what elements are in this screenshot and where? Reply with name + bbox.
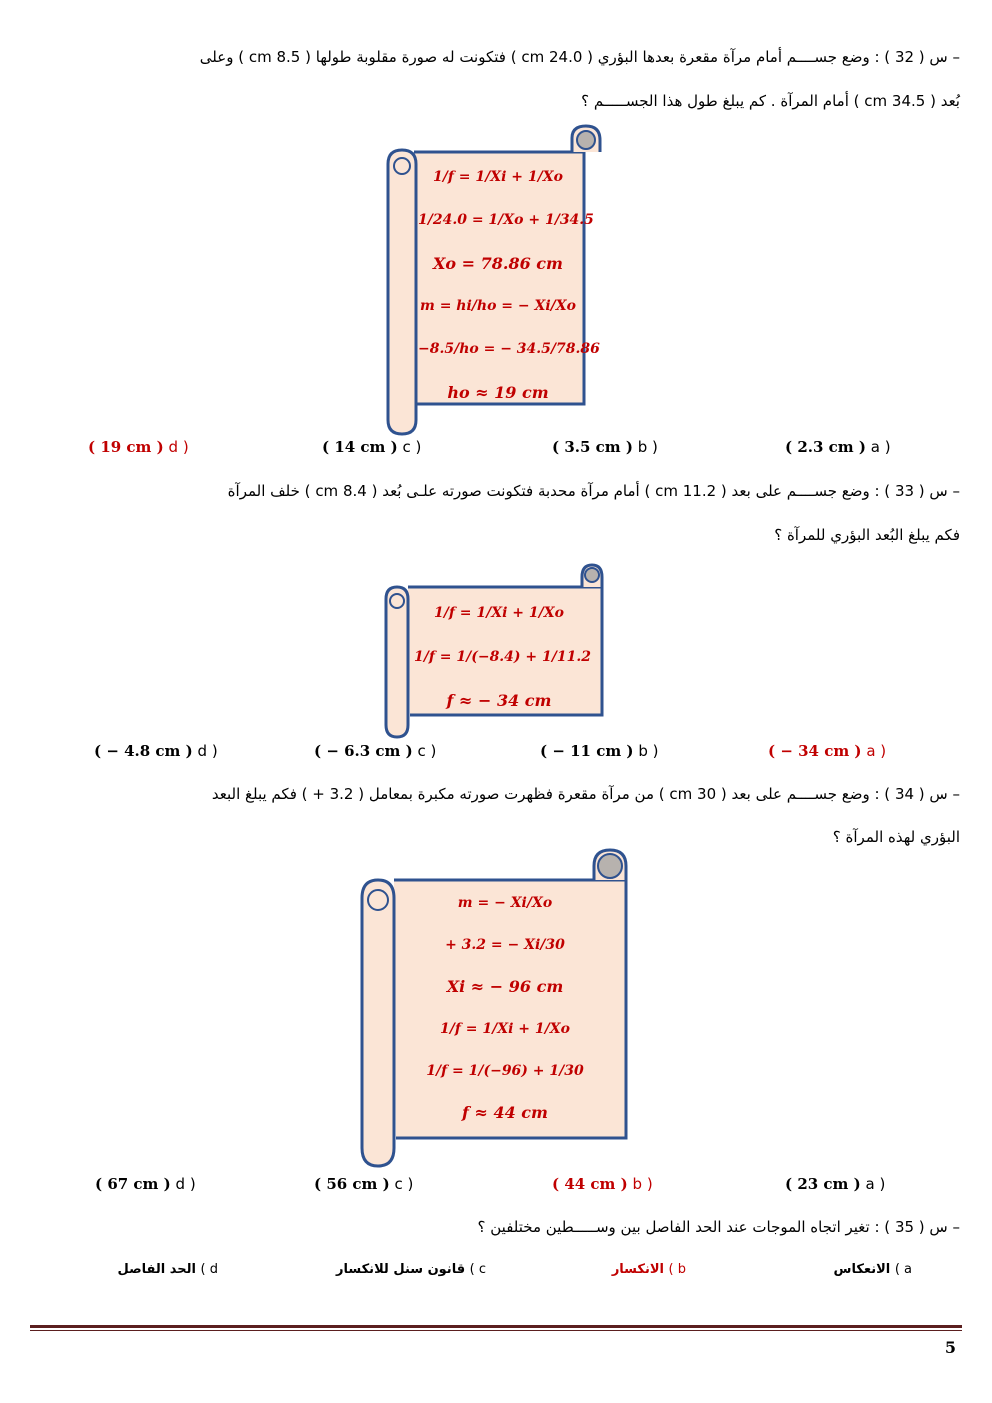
option-value: ( 14 cm )	[322, 438, 398, 456]
q34-option-a[interactable]	[785, 1175, 885, 1193]
work-line: m = hi/ho = − Xi/Xo	[420, 298, 576, 314]
option-value: ( 44 cm )	[552, 1175, 628, 1193]
q35-option-a[interactable]	[834, 1262, 912, 1277]
q32-option-b[interactable]	[552, 438, 658, 456]
work-line: m = − Xi/Xo	[457, 895, 553, 911]
footer-rule-thin	[30, 1330, 962, 1331]
option-letter: c )	[469, 1262, 486, 1277]
work-line: + 3.2 = − Xi/30	[445, 937, 565, 953]
q34-option-b-correct[interactable]	[552, 1175, 653, 1193]
q35-option-d[interactable]	[118, 1262, 219, 1277]
option-value: ( − 34 cm )	[768, 742, 862, 760]
q32-solution-scroll	[386, 124, 604, 436]
page-number: 5	[944, 1338, 956, 1357]
q34-solution-scroll	[360, 846, 630, 1168]
option-letter: b )	[637, 438, 658, 456]
work-line: −8.5/ho = − 34.5/78.86	[418, 341, 600, 357]
option-letter: a )	[894, 1262, 912, 1277]
work-line: 1/f = 1/Xi + 1/Xo	[433, 169, 563, 185]
option-value: ( 19 cm )	[88, 438, 164, 456]
q32-option-d-correct[interactable]	[88, 438, 189, 456]
option-letter: b )	[638, 742, 659, 760]
option-letter: d )	[197, 742, 218, 760]
option-letter: c )	[417, 742, 437, 760]
option-letter: c )	[394, 1175, 414, 1193]
option-letter: c )	[402, 438, 422, 456]
q32-option-c[interactable]	[322, 438, 421, 456]
footer-rule	[30, 1325, 962, 1328]
q32-work	[418, 156, 600, 414]
option-value: الانكسار	[611, 1262, 664, 1277]
q33-line2: فكم يبلغ البُعد البؤري للمرآة ؟	[774, 526, 960, 544]
work-line: f ≈ 44 cm	[462, 1103, 548, 1122]
q33-line1: – س ( 33 ) : وضع جســــم على بعد ( 11.2 cm ) أمام مرآة محدبة فتكونت صورته علـى بُعد ( 8.4 cm ) خلف المرآة	[227, 482, 960, 500]
q32-line2: بُعد ( 34.5 cm ) أمام المرآة . كم يبلغ طول هذا الجســـــم ؟	[581, 92, 960, 110]
q32-option-a[interactable]	[785, 438, 891, 456]
q34-option-d[interactable]	[95, 1175, 196, 1193]
work-line: 1/24.0 = 1/Xo + 1/34.5	[418, 212, 594, 228]
q33-option-a-correct[interactable]	[768, 742, 886, 760]
work-line: f ≈ − 34 cm	[446, 691, 552, 710]
q34-option-c[interactable]	[314, 1175, 413, 1193]
option-value: ( − 6.3 cm )	[314, 742, 413, 760]
q33-option-c[interactable]	[314, 742, 436, 760]
q33-option-b[interactable]	[540, 742, 658, 760]
q34-line1: – س ( 34 ) : وضع جســــم على بعد ( 30 cm ) من مرآة مقعرة فظهرت صورته مكبرة بمعامل ( 3.2 + ) فكم يبلغ البعد	[211, 785, 960, 803]
option-letter: d )	[200, 1262, 218, 1277]
work-line: ho ≈ 19 cm	[447, 383, 549, 402]
option-value: ( 2.3 cm )	[785, 438, 866, 456]
option-letter: b )	[632, 1175, 653, 1193]
option-letter: b )	[668, 1262, 686, 1277]
q34-line2: البؤري لهذه المرآة ؟	[832, 828, 960, 846]
option-letter: a )	[866, 742, 887, 760]
option-letter: a )	[865, 1175, 886, 1193]
option-value: الانعكاس	[833, 1262, 891, 1277]
option-value: ( − 4.8 cm )	[94, 742, 193, 760]
work-line: 1/f = 1/Xi + 1/Xo	[440, 1021, 570, 1037]
q33-solution-scroll	[384, 563, 606, 739]
q32-line1: – س ( 32 ) : وضع جســــم أمام مرآة مقعرة بعدها البؤري ( 24.0 cm ) فتكونت له صورة مقلوبة طولها ( 8.5 cm ) وعلى	[199, 48, 960, 66]
option-value: ( 56 cm )	[314, 1175, 390, 1193]
work-line: 1/f = 1/Xi + 1/Xo	[434, 605, 564, 621]
option-letter: a )	[870, 438, 891, 456]
option-value: قانون سنل للانكسار	[336, 1262, 466, 1277]
option-value: الحد الفاصل	[117, 1262, 196, 1277]
q35-option-b-correct[interactable]	[612, 1262, 686, 1277]
option-value: ( − 11 cm )	[540, 742, 634, 760]
option-value: ( 67 cm )	[95, 1175, 171, 1193]
work-line: Xi ≈ − 96 cm	[446, 977, 564, 996]
q35-line1: – س ( 35 ) : تغير اتجاه الموجات عند الحد الفاصل بين وســـــطين مختلفين ؟	[477, 1218, 960, 1236]
option-value: ( 3.5 cm )	[552, 438, 633, 456]
q35-option-c[interactable]	[336, 1262, 486, 1277]
option-letter: d )	[175, 1175, 196, 1193]
option-letter: d )	[168, 438, 189, 456]
work-line: 1/f = 1/(−8.4) + 1/11.2	[414, 649, 591, 665]
q33-work	[414, 591, 591, 723]
q33-option-d[interactable]	[94, 742, 218, 760]
work-line: Xo = 78.86 cm	[433, 254, 563, 273]
q34-work	[400, 882, 610, 1134]
option-value: ( 23 cm )	[785, 1175, 861, 1193]
work-line: 1/f = 1/(−96) + 1/30	[426, 1063, 584, 1079]
